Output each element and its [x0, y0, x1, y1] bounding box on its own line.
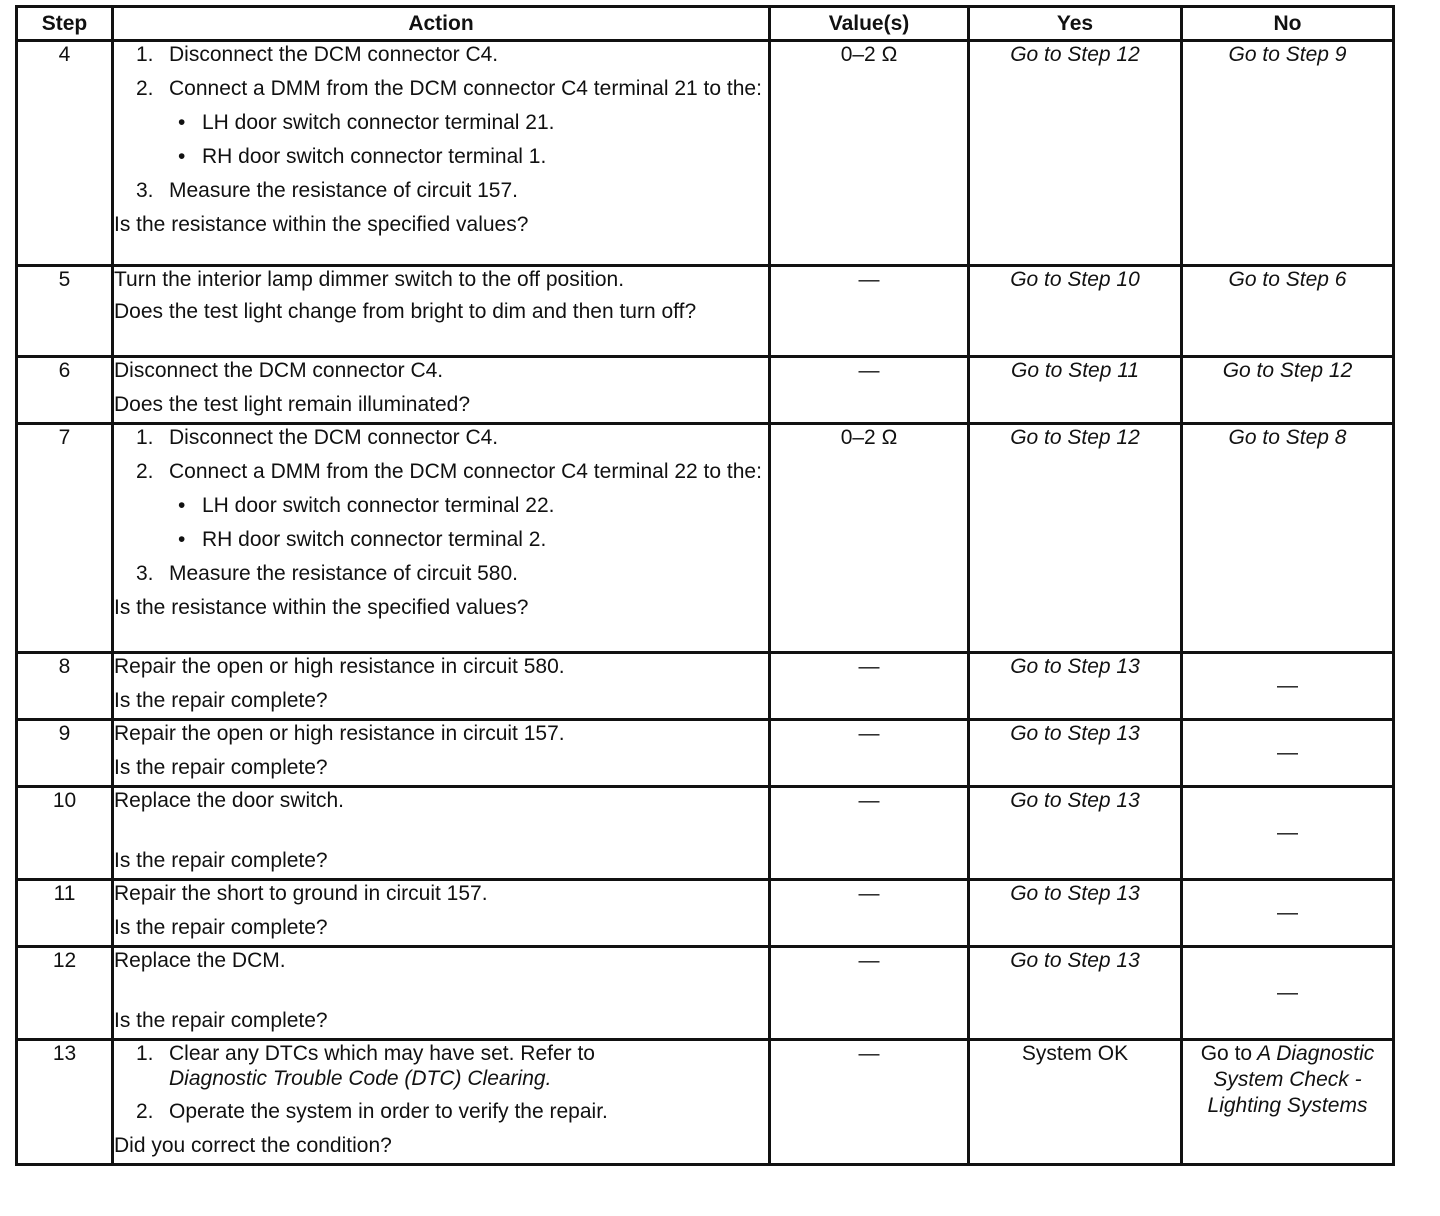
- table-header-row: [17, 7, 1394, 41]
- action-cell: [113, 357, 770, 424]
- table-row: [17, 947, 1394, 1040]
- step-number: 5: [17, 266, 113, 357]
- action-question: Does the test light remain illuminated?: [114, 393, 471, 416]
- value-cell: —: [770, 266, 969, 357]
- table-row: [17, 880, 1394, 947]
- action-cell: [113, 41, 770, 266]
- table-row: [17, 41, 1394, 266]
- header-no: No: [1182, 7, 1394, 41]
- value-cell: —: [770, 653, 969, 720]
- action-cell: [113, 1040, 770, 1165]
- value-cell: —: [770, 947, 969, 1040]
- table-row: [17, 787, 1394, 880]
- table-row: [17, 357, 1394, 424]
- value-cell: —: [770, 720, 969, 787]
- step-number: 4: [17, 41, 113, 266]
- action-question: Did you correct the condition?: [114, 1134, 392, 1157]
- no-prefix: Go to: [1200, 1042, 1253, 1065]
- action-cell: [113, 880, 770, 947]
- action-list-item: 1. Clear any DTCs which may have set. Refer to Diagnostic Trouble Code (DTC) Clearing.: [136, 1042, 595, 1090]
- action-list-item: 1. Disconnect the DCM connector C4.: [136, 43, 499, 66]
- step-number: 9: [17, 720, 113, 787]
- header-values: Value(s): [770, 7, 969, 41]
- action-cell: [113, 424, 770, 653]
- yes-cell: Go to Step 13: [969, 720, 1182, 787]
- action-list-item: 2. Connect a DMM from the DCM connector C4 terminal 22 to the:: [136, 460, 762, 483]
- action-list-item: 2. Connect a DMM from the DCM connector C4 terminal 21 to the:: [136, 77, 762, 100]
- action-list-item: 2. Operate the system in order to verify the repair.: [136, 1100, 608, 1123]
- yes-cell: Go to Step 12: [969, 41, 1182, 266]
- action-bullet-item: • RH door switch connector terminal 1.: [178, 145, 547, 168]
- table-row: [17, 1040, 1394, 1165]
- header-step: Step: [17, 7, 113, 41]
- header-action: Action: [113, 7, 770, 41]
- value-cell: 0–2 Ω: [770, 41, 969, 266]
- action-text: Repair the short to ground in circuit 157.: [114, 882, 488, 905]
- action-question: Is the repair complete?: [114, 1009, 328, 1032]
- action-question: Is the resistance within the specified values?: [114, 213, 529, 236]
- step-number: 6: [17, 357, 113, 424]
- action-list-item: 1. Disconnect the DCM connector C4.: [136, 426, 499, 449]
- no-cell: Go to Step 6: [1182, 266, 1394, 357]
- action-cell: [113, 653, 770, 720]
- no-cell: Go to Step 12: [1182, 357, 1394, 424]
- table-row: [17, 424, 1394, 653]
- table-row: [17, 266, 1394, 357]
- table-row: [17, 653, 1394, 720]
- no-cell: Go to Step 9: [1182, 41, 1394, 266]
- no-cell: —: [1182, 653, 1394, 720]
- no-cell: —: [1182, 787, 1394, 880]
- action-text: Replace the DCM.: [114, 949, 286, 972]
- header-yes: Yes: [969, 7, 1182, 41]
- no-cell: [1182, 1040, 1394, 1165]
- reference-link[interactable]: A Diagnostic System Check - Lighting Systems: [1207, 1042, 1375, 1117]
- yes-cell: Go to Step 13: [969, 787, 1182, 880]
- action-question: Is the repair complete?: [114, 849, 328, 872]
- action-question: Is the repair complete?: [114, 756, 328, 779]
- step-number: 10: [17, 787, 113, 880]
- value-cell: 0–2 Ω: [770, 424, 969, 653]
- action-question: Is the repair complete?: [114, 916, 328, 939]
- yes-cell: Go to Step 13: [969, 880, 1182, 947]
- action-question: Is the repair complete?: [114, 689, 328, 712]
- action-cell: [113, 720, 770, 787]
- action-text: Disconnect the DCM connector C4.: [114, 359, 444, 382]
- value-cell: —: [770, 357, 969, 424]
- diagnostic-table: [15, 5, 1395, 1166]
- action-list-item: 3. Measure the resistance of circuit 580.: [136, 562, 519, 585]
- action-bullet-item: • LH door switch connector terminal 21.: [178, 111, 555, 134]
- reference-link[interactable]: Diagnostic Trouble Code (DTC) Clearing.: [169, 1067, 552, 1090]
- yes-cell: Go to Step 10: [969, 266, 1182, 357]
- yes-cell: System OK: [969, 1040, 1182, 1165]
- step-number: 11: [17, 880, 113, 947]
- action-question: Does the test light change from bright to dim and then turn off?: [114, 300, 697, 323]
- no-cell: Go to Step 8: [1182, 424, 1394, 653]
- yes-cell: Go to Step 12: [969, 424, 1182, 653]
- value-cell: —: [770, 880, 969, 947]
- no-cell: —: [1182, 720, 1394, 787]
- yes-cell: Go to Step 13: [969, 947, 1182, 1040]
- yes-cell: Go to Step 11: [969, 357, 1182, 424]
- action-cell: [113, 266, 770, 357]
- step-number: 8: [17, 653, 113, 720]
- value-cell: —: [770, 1040, 969, 1165]
- action-text: Replace the door switch.: [114, 789, 344, 812]
- step-number: 12: [17, 947, 113, 1040]
- yes-cell: Go to Step 13: [969, 653, 1182, 720]
- action-text: Turn the interior lamp dimmer switch to the off position.: [114, 268, 625, 291]
- action-text: Repair the open or high resistance in circuit 157.: [114, 722, 565, 745]
- action-question: Is the resistance within the specified values?: [114, 596, 529, 619]
- action-text: Repair the open or high resistance in circuit 580.: [114, 655, 565, 678]
- action-cell: [113, 947, 770, 1040]
- no-cell: —: [1182, 880, 1394, 947]
- action-cell: [113, 787, 770, 880]
- value-cell: —: [770, 787, 969, 880]
- no-cell: —: [1182, 947, 1394, 1040]
- action-bullet-item: • RH door switch connector terminal 2.: [178, 528, 547, 551]
- table-row: [17, 720, 1394, 787]
- action-list-item: 3. Measure the resistance of circuit 157.: [136, 179, 519, 202]
- step-number: 7: [17, 424, 113, 653]
- action-bullet-item: • LH door switch connector terminal 22.: [178, 494, 555, 517]
- step-number: 13: [17, 1040, 113, 1165]
